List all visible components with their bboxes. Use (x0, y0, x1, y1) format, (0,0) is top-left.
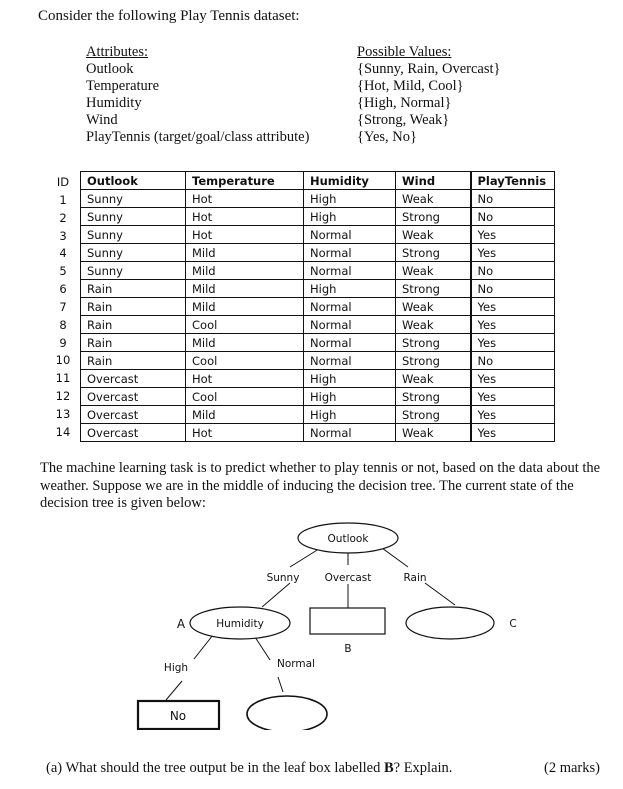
table-cell: Mild (186, 244, 304, 262)
table-cell: Cool (186, 388, 304, 406)
intro-text: Consider the following Play Tennis dataset: (38, 8, 300, 24)
table-cell: Normal (304, 244, 396, 262)
edge-sunny-humidity (262, 583, 290, 607)
table-row (81, 298, 555, 316)
table-row (81, 316, 555, 334)
table-cell: Hot (186, 424, 304, 442)
table-cell: Strong (396, 280, 471, 298)
attribute-values: {Strong, Weak} (357, 112, 450, 128)
table-cell: Sunny (81, 226, 186, 244)
table-cell: Strong (396, 244, 471, 262)
row-id: 11 (55, 371, 71, 386)
column-header: Wind (396, 172, 471, 190)
attribute-name: PlayTennis (target/goal/class attribute) (86, 129, 310, 145)
label-b: B (344, 643, 352, 655)
attributes-header: Attributes: (86, 44, 149, 60)
table-row (81, 226, 555, 244)
table-cell: Normal (304, 298, 396, 316)
task-paragraph: The machine learning task is to predict whether to play tennis or not, based on the data about the weather. Suppose we are in the middle of inducing the decision tree. The current state of the decision tree is given below: (40, 460, 601, 511)
label-a: A (176, 617, 186, 631)
leaf-no-label: No (169, 709, 187, 723)
table-cell: Rain (81, 316, 186, 334)
column-header: Outlook (81, 172, 186, 190)
table-cell: High (304, 190, 396, 208)
humidity-label: Humidity (216, 618, 264, 630)
row-id: 14 (55, 424, 71, 439)
attribute-values: {High, Normal} (357, 95, 452, 111)
high-branch-label: High (163, 662, 189, 674)
table-cell: Yes (471, 334, 555, 352)
leaf-normal-node (247, 696, 327, 730)
node-c (406, 607, 494, 639)
row-id: 12 (55, 389, 71, 404)
table-cell: Cool (186, 316, 304, 334)
table-cell: Rain (81, 352, 186, 370)
table-cell: Overcast (81, 406, 186, 424)
table-cell: Overcast (81, 424, 186, 442)
table-cell: Mild (186, 334, 304, 352)
table-cell: Yes (471, 244, 555, 262)
attribute-name: Temperature (86, 78, 160, 94)
attribute-name: Humidity (86, 95, 142, 111)
table-row (81, 334, 555, 352)
table-cell: Sunny (81, 262, 186, 280)
question-marks: (2 marks) (544, 760, 600, 776)
table-cell: No (471, 352, 555, 370)
table-cell: Normal (304, 334, 396, 352)
table-row (81, 370, 555, 388)
dataset-table (80, 171, 555, 442)
table-cell: Normal (304, 316, 396, 334)
table-cell: Mild (186, 280, 304, 298)
table-cell: Weak (396, 226, 471, 244)
table-cell: Yes (471, 316, 555, 334)
column-header: Humidity (304, 172, 396, 190)
column-header: PlayTennis (471, 172, 555, 190)
id-header: ID (56, 175, 70, 189)
table-cell: Normal (304, 352, 396, 370)
table-row (81, 190, 555, 208)
table-cell: Normal (304, 424, 396, 442)
attributes-list (86, 44, 309, 146)
table-cell: Yes (471, 370, 555, 388)
edge-rain-c (425, 583, 455, 605)
leaf-box-b (310, 608, 385, 634)
table-cell: Normal (304, 226, 396, 244)
table-cell: Sunny (81, 190, 186, 208)
table-cell: Sunny (81, 244, 186, 262)
row-id: 7 (59, 299, 67, 314)
table-cell: Overcast (81, 370, 186, 388)
table-row (81, 352, 555, 370)
table-cell: Hot (186, 226, 304, 244)
table-cell: Rain (81, 298, 186, 316)
attribute-name: Outlook (86, 61, 134, 77)
table-row (81, 424, 555, 442)
row-id: 13 (55, 406, 71, 421)
table-cell: Hot (186, 370, 304, 388)
table-cell: Sunny (81, 208, 186, 226)
table-cell: Weak (396, 298, 471, 316)
table-cell: Yes (471, 406, 555, 424)
edge-normal-leaf (278, 677, 283, 692)
table-cell: Mild (186, 298, 304, 316)
table-row (81, 262, 555, 280)
id-column (52, 174, 74, 442)
overcast-branch-label: Overcast (324, 572, 372, 584)
table-cell: Weak (396, 424, 471, 442)
table-row (81, 208, 555, 226)
table-cell: Weak (396, 190, 471, 208)
table-cell: Strong (396, 388, 471, 406)
table-cell: Hot (186, 208, 304, 226)
table-cell: Yes (471, 226, 555, 244)
attribute-name: Wind (86, 112, 118, 128)
table-cell: Cool (186, 352, 304, 370)
question-a: (a) What should the tree output be in the leaf box labelled B? Explain. (46, 760, 453, 776)
row-id: 6 (59, 282, 67, 297)
sunny-branch-label: Sunny (266, 572, 300, 584)
table-cell: Yes (471, 388, 555, 406)
row-id: 4 (59, 246, 67, 261)
table-cell: High (304, 370, 396, 388)
table-cell: High (304, 406, 396, 424)
table-cell: No (471, 208, 555, 226)
edge-humidity-normal (255, 637, 270, 660)
table-body (81, 190, 555, 442)
row-id: 1 (59, 192, 67, 207)
row-id: 2 (59, 210, 67, 225)
table-cell: No (471, 262, 555, 280)
table-cell: No (471, 190, 555, 208)
table-cell: Yes (471, 424, 555, 442)
table-cell: Rain (81, 334, 186, 352)
table-cell: Normal (304, 262, 396, 280)
table-cell: Weak (396, 316, 471, 334)
table-header-row (81, 172, 555, 190)
table-cell: High (304, 388, 396, 406)
table-cell: Weak (396, 262, 471, 280)
row-id: 8 (59, 317, 67, 332)
table-row (81, 244, 555, 262)
row-id: 3 (59, 228, 67, 243)
table-cell: Strong (396, 208, 471, 226)
table-cell: Weak (396, 370, 471, 388)
edge-high-no (166, 681, 182, 700)
row-id: 5 (59, 264, 67, 279)
table-cell: Strong (396, 334, 471, 352)
outlook-label: Outlook (327, 533, 369, 545)
values-list (357, 44, 500, 146)
table-cell: Hot (186, 190, 304, 208)
table-cell: Rain (81, 280, 186, 298)
table-cell: Yes (471, 298, 555, 316)
attribute-values: {Sunny, Rain, Overcast} (357, 61, 501, 77)
normal-branch-label: Normal (277, 658, 315, 670)
values-header: Possible Values: (357, 44, 452, 60)
edge-humidity-high (194, 635, 213, 659)
table-row (81, 406, 555, 424)
table-cell: No (471, 280, 555, 298)
table-row (81, 280, 555, 298)
attribute-values: {Yes, No} (357, 129, 417, 145)
row-id: 10 (55, 353, 71, 368)
attribute-values: {Hot, Mild, Cool} (357, 78, 464, 94)
label-c: C (509, 618, 517, 630)
row-id: 9 (59, 335, 67, 350)
table-cell: Strong (396, 406, 471, 424)
table-cell: High (304, 280, 396, 298)
table-cell: Strong (396, 352, 471, 370)
table-row (81, 388, 555, 406)
table-cell: Mild (186, 406, 304, 424)
rain-branch-label: Rain (403, 572, 427, 584)
table-cell: High (304, 208, 396, 226)
table-cell: Overcast (81, 388, 186, 406)
table-cell: Mild (186, 262, 304, 280)
decision-tree (0, 515, 623, 730)
column-header: Temperature (186, 172, 304, 190)
